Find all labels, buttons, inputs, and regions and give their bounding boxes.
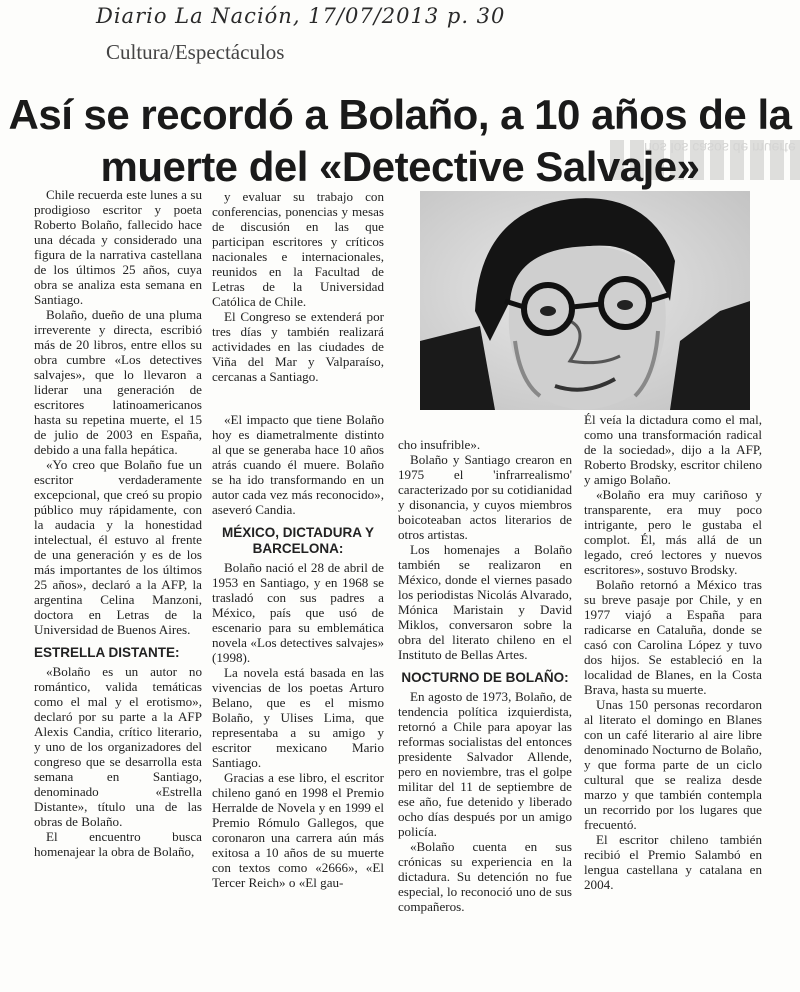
paragraph: «Yo creo que Bolaño fue un escritor verdaderamente excepcional, que creó su propio público muy rápidamente, con la audacia y la honestidad intelectual, él estuvo al frente de una generación y es de los más importantes de los últimos 25 años», declaró a la AFP, la argentina Celina Manzoni, doctora en Letras de la Universidad de Buenos Aires. bbox=[34, 457, 202, 637]
headline-line-1: Así se recordó a Bolaño, a 10 años de la bbox=[8, 91, 792, 138]
paragraph: Gracias a ese libro, el escritor chileno ganó en 1998 el Premio Herralde de Novela y en 1999 el Premio Rómulo Gallegos, que coronaron una carrera aún más exitosa a 10 años de su muerte con textos como «2666», «El Tercer Reich» o «El gau- bbox=[212, 770, 384, 890]
section-label: Cultura/Espectáculos bbox=[106, 40, 285, 64]
paragraph: Bolaño y Santiago crearon en 1975 el 'infrarrealismo' caracterizado por su cotidianidad y disonancia, y cuyos miembros boicoteaban actos literarios de otros artistas. bbox=[398, 452, 572, 542]
handwritten-source-note: Diario La Nación, 17/07/2013 p. 30 bbox=[96, 4, 506, 28]
subheading: ESTRELLA DISTANTE: bbox=[34, 645, 180, 660]
article-column-2 bbox=[212, 412, 384, 890]
headline-line-2: muerte del «Detective Salvaje» bbox=[100, 143, 700, 190]
paragraph: Chile recuerda este lunes a su prodigioso escritor y poeta Roberto Bolaño, fallecido hace una década y considerado una figura de la narrativa castellana de los últimos 25 años, cuya obra se analiza esta semana en Santiago. bbox=[34, 187, 202, 307]
article-column-2-top bbox=[212, 189, 384, 384]
paragraph: Él veía la dictadura como el mal, como una transformación radical de la sociedad», dijo a la AFP, Roberto Brodsky, escritor chileno y amigo Bolaño. bbox=[584, 412, 762, 487]
paragraph: El encuentro busca homenajear la obra de Bolaño, bbox=[34, 829, 202, 859]
paragraph: «Bolaño era muy cariñoso y transparente, era muy poco intrigante, pero le gustaba el complot. Él, más allá de un legado, creó lectores y nuevos escritores», sostuvo Brodsky. bbox=[584, 487, 762, 577]
subheading: MÉXICO, DICTADURA Y BARCELONA: bbox=[221, 525, 374, 556]
author-photo bbox=[420, 191, 750, 410]
article-column-3 bbox=[398, 437, 572, 914]
paragraph: El escritor chileno también recibió el Premio Salambó en lengua castellana y catalana en 2004. bbox=[584, 832, 762, 892]
paragraph: «Bolaño es un autor no romántico, valida temáticas como el mal y el erotismo», declaró por su parte a la AFP Alexis Candia, crítico literario, y uno de los organizadores del congreso que se desarrolla esta semana en Santiago, denominado «Estrella Distante», título una de las obras de Bolaño. bbox=[34, 664, 202, 829]
article-column-1 bbox=[34, 187, 202, 859]
paragraph: Los homenajes a Bolaño también se realizaron en México, donde el viernes pasado los periodistas Nicolás Alvarado, Mónica Maristain y David Miklos, conversaron sobre la obra del literato chileno en el Instituto de Bellas Artes. bbox=[398, 542, 572, 662]
paragraph: La novela está basada en las vivencias de los poetas Arturo Belano, que es el mismo Bolaño, y Ulises Lima, que representaba a su amigo y escritor mexicano Mario Santiago. bbox=[212, 665, 384, 770]
paragraph: cho insufrible». bbox=[398, 437, 481, 452]
paragraph: Bolaño, dueño de una pluma irreverente y directa, escribió más de 20 libros, entre ellos su obra cumbre «Los detectives salvajes», que lo llevaron a liderar una generación de escritores latinoamericanos hasta su repetina muerte, el 15 de julio de 2003 en España, debido a una falla hepática. bbox=[34, 307, 202, 457]
subheading: NOCTURNO DE BOLAÑO: bbox=[401, 670, 569, 685]
paragraph: Unas 150 personas recordaron al literato el domingo en Blanes con un café literario al aire libre denominado Nocturno de Bolaño, y que forma parte de un ciclo cultural que se realiza desde marzo y que también contempla un recorrido por los lugares que frecuentó. bbox=[584, 697, 762, 832]
paragraph: Bolaño retornó a México tras su breve pasaje por Chile, y en 1977 viajó a España para radicarse en Cataluña, donde se casó con Carolina López y tuvo dos hijos. Se estableció en la localidad de Blanes, en la Costa Brava, hasta su muerte. bbox=[584, 577, 762, 697]
paragraph: «Bolaño cuenta en sus crónicas su experiencia en la dictadura. Su detención no fue especial, lo reconoció uno de sus compañeros. bbox=[398, 839, 572, 914]
portrait-image bbox=[420, 191, 750, 410]
paragraph: En agosto de 1973, Bolaño, de tendencia política izquierdista, retornó a Chile para apoyar las reformas socialistas del entonces presidente Salvador Allende, pero en noviembre, tras el golpe militar del 11 de septiembre de ese año, fue detenido y liberado ocho días después por un amigo policía. bbox=[398, 689, 572, 839]
bleed-through-text: nos los casos de muerte bbox=[644, 140, 796, 156]
paragraph: y evaluar su trabajo con conferencias, ponencias y mesas de discusión en las que participan escritores y críticos nacionales e internacionales, reunidos en la Facultad de Letras de la Universidad Católica de Chile. bbox=[212, 189, 384, 309]
paragraph: El Congreso se extenderá por tres días y también realizará actividades en las ciudades de Viña del Mar y Valparaíso, cercanas a Santiago. bbox=[212, 309, 384, 384]
paragraph: «El impacto que tiene Bolaño hoy es diametralmente distinto al que se generaba hace 10 años atrás cuando él muere. Bolaño se ha ido transformando en un autor cada vez más reconocido», aseveró Candia. bbox=[212, 412, 384, 517]
article-column-4 bbox=[584, 412, 762, 892]
paragraph: Bolaño nació el 28 de abril de 1953 en Santiago, y en 1968 se trasladó con sus padres a México, país que usó de escenario para su emblemática novela «Los detectives salvajes» (1998). bbox=[212, 560, 384, 665]
